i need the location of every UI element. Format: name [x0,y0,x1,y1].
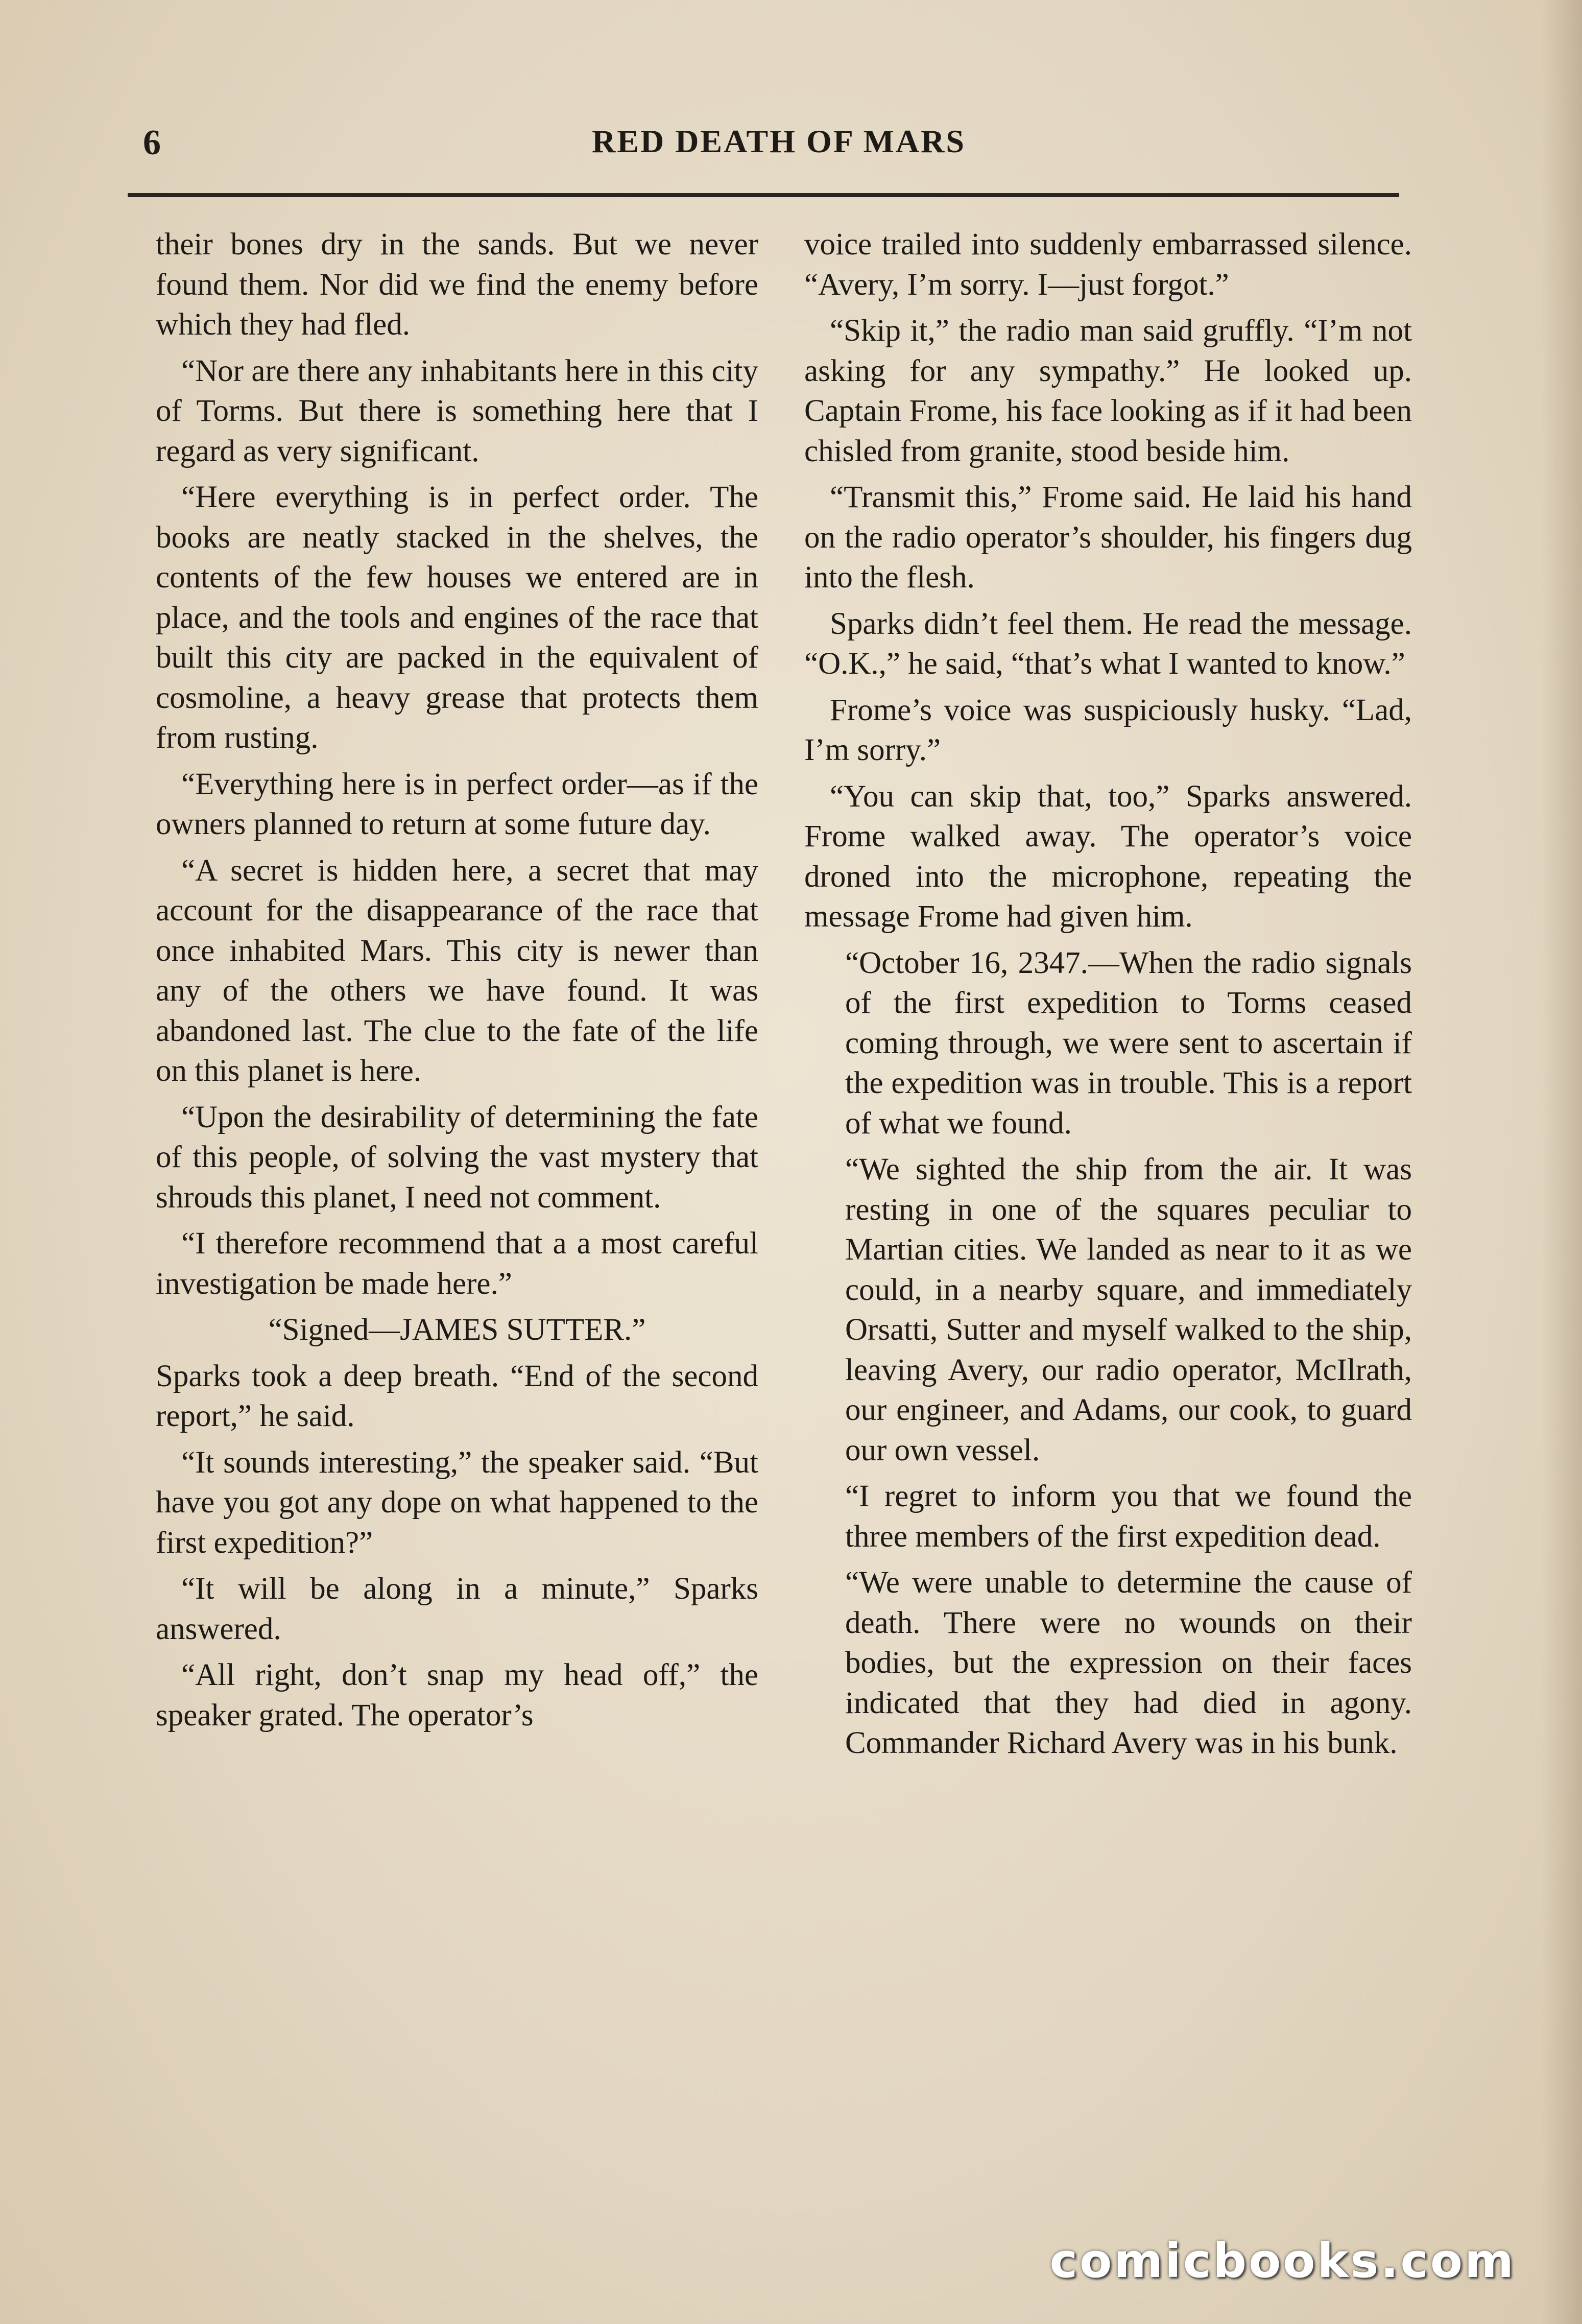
paragraph: “Upon the desirability of determining the fate of this people, of solving the vast mystery that shrouds this planet, I need not comment. [156,1100,758,1215]
header-rule [128,193,1399,197]
paragraph: Sparks didn’t feel them. He read the message. “O.K.,” he said, “that’s what I wanted to know.” [804,606,1412,681]
paragraph: “Transmit this,” Frome said. He laid his hand on the radio operator’s shoulder, his fingers dug into the flesh. [804,480,1412,595]
paragraph: “I therefore recommend that a a most careful investigation be made here.” [156,1226,758,1301]
paragraph: Frome’s voice was suspiciously husky. “Lad, I’m sorry.” [804,693,1412,767]
left-column [156,225,758,1742]
paragraph: “Nor are there any inhabitants here in this city of Torms. But there is something here that I regard as very significant. [156,353,758,468]
page-header [143,117,1415,179]
paragraph: “You can skip that, too,” Sparks answered. Frome walked away. The operator’s voice droned into the microphone, repeating the message Frome had given him. [804,779,1412,934]
paragraph: “A secret is hidden here, a secret that may account for the disappearance of the race that once inhabited Mars. This city is newer than any of the others we have found. It was abandoned last. The clue to the fate of the life on this planet is here. [156,853,758,1088]
watermark: comicbooks.com [1049,2234,1516,2288]
paragraph: voice trailed into suddenly embarrassed silence. “Avery, I’m sorry. I—just forgot.” [804,227,1412,302]
page-edge-shadow [1541,0,1582,2324]
paragraph: their bones dry in the sands. But we never found them. Nor did we find the enemy before which they had fled. [156,227,758,342]
report-paragraph: “We were unable to determine the cause of death. There were no wounds on their bodies, but the expression on their faces indicated that they had died in agony. Commander Richard Avery was in his bunk. [845,1566,1412,1760]
paragraph: “It sounds interesting,” the speaker said. “But have you got any dope on what happened to the first expedition?” [156,1445,758,1560]
running-title: RED DEATH OF MARS [592,123,966,159]
report-paragraph: “We sighted the ship from the air. It was resting in one of the squares peculiar to Martian cities. We landed as near to it as we could, in a nearby square, and immediately Orsatti, Sutter and myself walked to the ship, leaving Avery, our radio operator, McIlrath, our engineer, and Adams, our cook, to guard our own vessel. [845,1152,1412,1467]
signature-line: “Signed—JAMES SUTTER.” [268,1313,646,1347]
paragraph: Sparks took a deep breath. “End of the second report,” he said. [156,1359,758,1433]
report-paragraph: “I regret to inform you that we found the three members of the first expedition dead. [845,1479,1412,1554]
paragraph: “Skip it,” the radio man said gruffly. “I’m not asking for any sympathy.” He looked up. Captain Frome, his face looking as if it had been chisled from granite, stood beside him. [804,314,1412,468]
paragraph: “Everything here is in perfect order—as if the owners planned to return at some future day. [156,767,758,841]
report-paragraph: “October 16, 2347.—When the radio signals of the first expedition to Torms ceased coming through, we were sent to ascertain if the expedition was in trouble. This is a report of what we found. [845,945,1412,1141]
paragraph: “Here everything is in perfect order. The books are neatly stacked in the shelves, the contents of the few houses we entered are in place, and the tools and engines of the race that built this city are packed in the equivalent of cosmoline, a heavy grease that protects them from rusting. [156,480,758,755]
right-column [804,225,1412,1770]
paragraph: “It will be along in a minute,” Sparks answered. [156,1572,758,1646]
page-number: 6 [143,123,161,162]
paragraph: “All right, don’t snap my head off,” the speaker grated. The operator’s [156,1658,758,1733]
